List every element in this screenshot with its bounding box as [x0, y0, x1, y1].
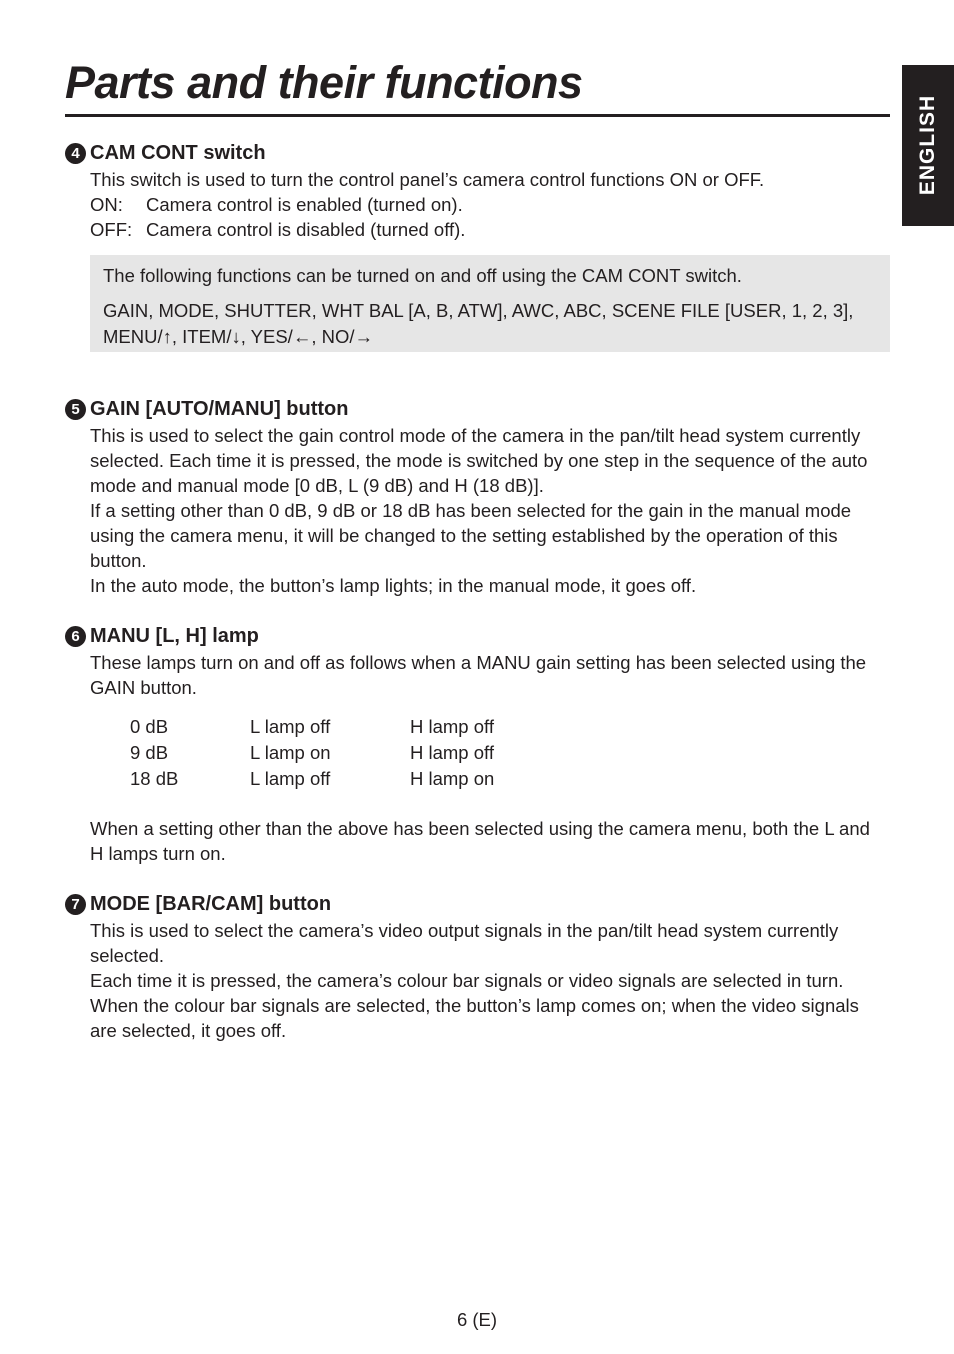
note-text: The following functions can be turned on and off using the CAM CONT switch. [103, 265, 742, 286]
section-heading-manu-lamp [65, 624, 259, 648]
table-cell-h-lamp: H lamp on [410, 768, 495, 789]
title-rule [65, 114, 890, 117]
table-cell-gain: 9 dB [130, 742, 169, 763]
paragraph: When the colour bar signals are selected, the button’s lamp comes on; when the video signals are selected, it goes off. [90, 995, 859, 1041]
table-cell-l-lamp: L lamp on [250, 742, 331, 763]
paragraph: In the auto mode, the button’s lamp lights; in the manual mode, it goes off. [90, 575, 697, 596]
language-tab-label: ENGLISH [916, 94, 939, 196]
note-box [90, 255, 890, 352]
section-heading-text: CAM CONT switch [90, 142, 266, 164]
section-body-gain [90, 423, 885, 598]
mode-desc: Camera control is disabled (turned off). [146, 219, 466, 240]
section-heading-text: GAIN [AUTO/MANU] button [90, 398, 349, 420]
section-body-manu-lamp [90, 650, 885, 700]
mode-desc: Camera control is enabled (turned on). [146, 194, 463, 215]
section-heading-cam-cont [65, 141, 266, 165]
mode-key: ON: [90, 194, 123, 215]
section-heading-text: MODE [BAR/CAM] button [90, 893, 332, 915]
section-number-badge: 6 [65, 626, 86, 647]
paragraph: This is used to select the gain control mode of the camera in the pan/tilt head system currently selected. Each time it is pressed, the mode is switched by one step in the sequence of the auto mode and manual mode [0 dB, L (9 dB) and H (18 dB)]. [90, 425, 868, 496]
mode-list [90, 192, 465, 242]
table-cell-gain: 0 dB [130, 716, 169, 737]
section-heading-text: MANU [L, H] lamp [90, 625, 259, 647]
lamp-state-table [120, 714, 570, 792]
note-function-list: GAIN, MODE, SHUTTER, WHT BAL [A, B, ATW], AWC, ABC, SCENE FILE [USER, 1, 2, 3], MENU/↑, ITEM/↓, YES/←, NO/→ [103, 300, 854, 347]
page-title: Parts and their functions [65, 57, 583, 108]
language-tab [902, 65, 954, 226]
mode-row-on [90, 192, 465, 217]
section-body-manu-lamp-after [90, 816, 885, 866]
section-body-mode [90, 918, 885, 1043]
paragraph: These lamps turn on and off as follows when a MANU gain setting has been selected using the GAIN button. [90, 652, 867, 698]
paragraph: This is used to select the camera’s video output signals in the pan/tilt head system currently selected. [90, 920, 839, 966]
section-number-badge: 7 [65, 894, 86, 915]
section-number-badge: 4 [65, 143, 86, 164]
table-row [120, 766, 570, 792]
paragraph: Each time it is pressed, the camera’s colour bar signals or video signals are selected in turn. [90, 970, 844, 991]
paragraph: When a setting other than the above has been selected using the camera menu, both the L and H lamps turn on. [90, 818, 870, 864]
page-number: 6 (E) [456, 1309, 498, 1330]
table-cell-l-lamp: L lamp off [250, 768, 331, 789]
mode-key: OFF: [90, 219, 133, 240]
table-cell-h-lamp: H lamp off [410, 716, 494, 737]
table-row [120, 740, 570, 766]
section-body-cam-cont [90, 167, 885, 192]
paragraph: If a setting other than 0 dB, 9 dB or 18 dB has been selected for the gain in the manual mode using the camera menu, it will be changed to the setting established by the operation of this button. [90, 500, 852, 571]
table-cell-h-lamp: H lamp off [410, 742, 494, 763]
table-row [120, 714, 570, 740]
table-cell-l-lamp: L lamp off [250, 716, 331, 737]
paragraph: This switch is used to turn the control panel’s camera control functions ON or OFF. [90, 169, 765, 190]
table-cell-gain: 18 dB [130, 768, 179, 789]
section-heading-mode [65, 892, 331, 916]
section-heading-gain [65, 397, 348, 421]
section-number-badge: 5 [65, 399, 86, 420]
mode-row-off [90, 217, 465, 242]
